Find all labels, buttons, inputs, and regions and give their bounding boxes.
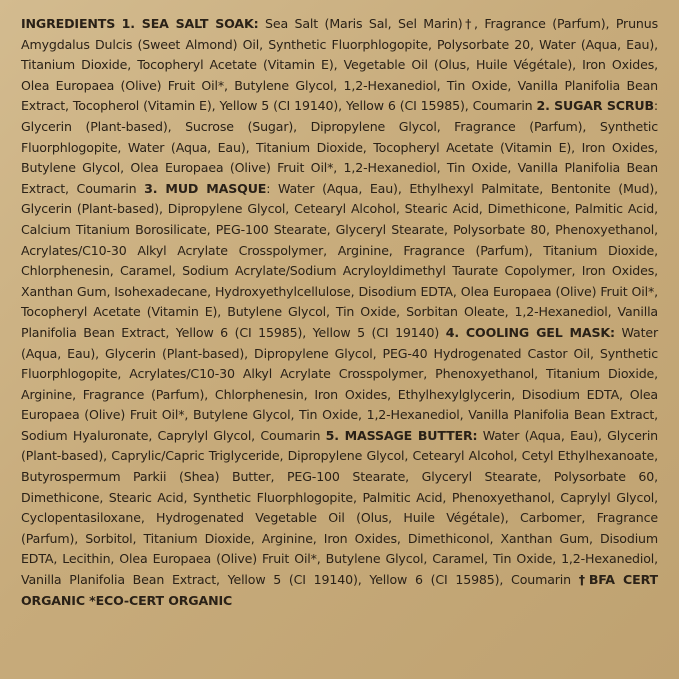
section-title-cooling-gel-mask: 4. COOLING GEL MASK bbox=[445, 324, 611, 340]
section-ingredients-cooling-gel-mask: Water (Aqua, Eau), Glycerin (Plant-based), Dipropylene Glycol, PEG-40 Hydrogenated Castor Oil, Synthetic Fluorphlogopite, Acrylates/C10-30 Alkyl Acrylate Crosspolymer, Phenoxyethanol, Titanium Dioxide, Arginine, Fragrance (Parfum), Chlorphenesin, Iron Oxides, Ethylhexylglycerin, Disodium EDTA, Olea Europaea (Olive) Fruit Oil*, Butylene Glycol, Tin Oxide, 1,2-Hexanediol, Vanilla Planifolia Bean Extract, Sodium Hyaluronate, Caprylyl Glycol, Coumarin bbox=[21, 324, 658, 443]
ingredients-list bbox=[21, 14, 658, 611]
section-separator: : bbox=[610, 324, 615, 340]
section-title-sea-salt-soak: 1. SEA SALT SOAK bbox=[121, 16, 254, 31]
section-title-sugar-scrub: 2. SUGAR SCRUB bbox=[536, 98, 654, 114]
section-title-mud-masque: 3. MUD MASQUE bbox=[144, 180, 267, 196]
ingredients-heading: INGREDIENTS bbox=[21, 16, 116, 31]
section-separator: : bbox=[472, 427, 478, 443]
section-ingredients-sea-salt-soak: Sea Salt (Maris Sal, Sel Marin)†, Fragrance (Parfum), Prunus Amygdalus Dulcis (Sweet Almond) Oil, Synthetic Fluorphlogopite, Polysorbate 20, Water (Aqua, Eau), Titanium Dioxide, Tocopheryl Acetate (Vitamin E), Vegetable Oil (Olus, Huile Végétale), Iron Oxides, Olea Europaea (Olive) Fruit Oil*, Butylene Glycol, 1,2-Hexanediol, Tin Oxide, Vanilla Planifolia Bean Extract, Tocopherol (Vitamin E), Yellow 5 (CI 19140), Yellow 6 (CI 15985), Coumarin bbox=[21, 16, 658, 114]
section-separator: : bbox=[653, 98, 659, 114]
section-ingredients-sugar-scrub: Glycerin (Plant-based), Sucrose (Sugar), Dipropylene Glycol, Fragrance (Parfum), Synthetic Fluorphlogopite, Water (Aqua, Eau), Titanium Dioxide, Tocopheryl Acetate (Vitamin E), Iron Oxides, Butylene Glycol, Olea Europaea (Olive) Fruit Oil*, 1,2-Hexanediol, Tin Oxide, Vanilla Planifolia Bean Extract, Coumarin bbox=[21, 118, 658, 196]
certification-footnote: †BFA CERT ORGANIC *ECO-CERT ORGANIC bbox=[21, 572, 659, 608]
section-title-massage-butter: 5. MASSAGE BUTTER bbox=[325, 427, 473, 443]
section-ingredients-massage-butter: Water (Aqua, Eau), Glycerin (Plant-based), Caprylic/Capric Triglyceride, Dipropylene Glycol, Cetearyl Alcohol, Cetyl Ethylhexanoate, Butyrospermum Parkii (Shea) Butter, PEG-100 Stearate, Glyceryl Stearate, Polysorbate 60, Dimethicone, Stearic Acid, Synthetic Fluorphlogopite, Palmitic Acid, Phenoxyethanol, Caprylyl Glycol, Cyclopentasiloxane, Hydrogenated Vegetable Oil (Olus, Huile Végétale), Carbomer, Fragrance (Parfum), Sorbitol, Titanium Dioxide, Arginine, Iron Oxides, Dimethiconol, Xanthan Gum, Disodium EDTA, Lecithin, Olea Europaea (Olive) Fruit Oil*, Butylene Glycol, Caramel, Tin Oxide, 1,2-Hexanediol, Vanilla Planifolia Bean Extract, Yellow 5 (CI 19140), Yellow 6 (CI 15985), Coumarin bbox=[21, 427, 659, 588]
section-separator: : bbox=[253, 16, 259, 31]
section-ingredients-mud-masque: Water (Aqua, Eau), Ethylhexyl Palmitate, Bentonite (Mud), Glycerin (Plant-based), Dipropylene Glycol, Cetearyl Alcohol, Stearic Acid, Dimethicone, Palmitic Acid, Calcium Titanium Borosilicate, PEG-100 Stearate, Glyceryl Stearate, Polysorbate 80, Phenoxyethanol, Acrylates/C10-30 Alkyl Acrylate Crosspolymer, Arginine, Fragrance (Parfum), Titanium Dioxide, Chlorphenesin, Caramel, Sodium Acrylate/Sodium Acryloyldimethyl Taurate Copolymer, Iron Oxides, Xanthan Gum, Isohexadecane, Hydroxyethylcellulose, Disodium EDTA, Olea Europaea (Olive) Fruit Oil*, Tocopheryl Acetate (Vitamin E), Butylene Glycol, Tin Oxide, Sorbitan Oleate, 1,2-Hexanediol, Vanilla Planifolia Bean Extract, Yellow 6 (CI 15985), Yellow 5 (CI 19140) bbox=[21, 180, 658, 340]
section-separator: : bbox=[266, 180, 271, 196]
